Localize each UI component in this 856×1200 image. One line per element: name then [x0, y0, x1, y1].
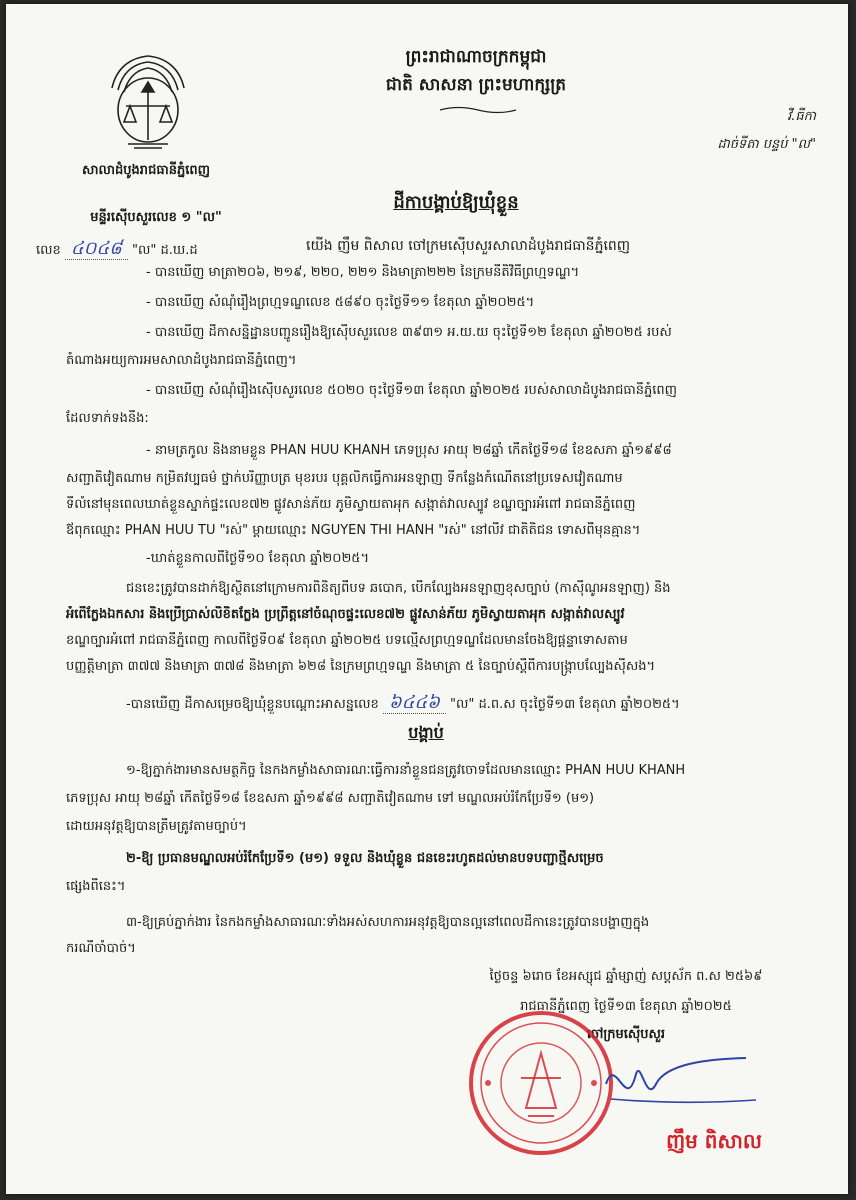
right-sublabel: ដាច់ទីតា បន្ទប់ "ល" [717, 137, 816, 152]
kingdom-motto: ជាតិ សាសនា ព្រះមហាក្សត្រ [385, 75, 567, 95]
motto-ornament [438, 100, 518, 110]
reference-label: លេខ [36, 243, 61, 258]
charge-line: អំពើក្លែងឯកសារ និងប្រើប្រាស់លិខិតក្លែង ប្រព្រឹត្តនៅចំណុចផ្ទះលេខ៧២ ផ្លូវសាន់ភ័យ ភូមិស្វាយតាអុក សង្កាត់វាលស្បូវ [66, 607, 625, 622]
court-emblem [98, 48, 198, 158]
person-line: ឪពុកឈ្មោះ PHAN HUU TU "រស់" ម្ដាយឈ្មោះ NGUYEN THI HANH "រស់" នៅលីវ ជាតិតិជន ទោសពីមុនគ្មាន។ [66, 523, 641, 538]
charge-line: ជនខេះត្រូវបានដាក់ឱ្យស្ថិតនៅក្រោមការពិនិត្យពីបទ ឆបោក, បើកល្បែងអនឡាញខុសច្បាប់ (កាស៊ីណូអនឡាញ) និង [126, 581, 671, 596]
decision-suffix: "ល" ដ.ព.ស ចុះថ្ងៃទី១៣ ខែតុលា ឆ្នាំ២០២៥។ [449, 697, 680, 712]
consideration-line: - បានឃើញ មាត្រា២០៦, ២១៩, ២២០, ២២១ និងមាត្រា២២២ នៃក្រមនីតិវិធីព្រហ្មទណ្ឌ។ [146, 265, 580, 280]
document-page [6, 4, 848, 1194]
order-heading: បង្គាប់ [408, 723, 444, 742]
office-label: មន្ទីរស៊ើបសួរលេខ ១ "ល" [90, 210, 222, 225]
order-line: ភេទប្រុស អាយុ ២៨ឆ្នាំ កើតថ្ងៃទី១៨ ខែឧសភា ឆ្នាំ១៩៩៨ សញ្ជាតិវៀតណាម ទៅ មណ្ឌលអប់រំកែប្រែទី១ (ម១) [66, 791, 595, 806]
signature [586, 1044, 766, 1124]
right-label: វី.ធីកា [787, 109, 816, 124]
decision-line [126, 694, 806, 714]
decision-number: ៦៤៤៦ [383, 694, 446, 714]
person-line: សញ្ជាតិវៀតណាម កម្រិតវប្បធម៌ ថ្នាក់បរិញ្ញាបត្រ មុខរបរ បុគ្គលិកធ្វើការអនឡាញ ទីកន្លែងកំណើតនៅប្រទេសវៀតណាម [66, 471, 623, 486]
order-line: ករណីចាំបាច់។ [66, 941, 136, 956]
consideration-line: - បានឃើញ ដីកាសន្និដ្ឋានបញ្ជូនរឿងឱ្យស៊ើបសួរលេខ ៣៩៣១ អ.យ.យ ចុះថ្ងៃទី១២ ខែតុលា ឆ្នាំ២០២៥ របស់ [146, 325, 672, 340]
intro-line: យើង ញឹម ពិសាល ចៅក្រមស៊ើបសួរសាលាដំបូងរាជធានីភ្នំពេញ [306, 238, 631, 254]
order-line: ២-ឱ្យ ប្រធានមណ្ឌលអប់រំកែប្រែទី១ (ម១) ទទួល និងឃុំខ្លួន ជនខេះរហូតដល់មានបទបញ្ជាថ្មីសម្រេច [126, 851, 604, 866]
consideration-line: តំណាងអយ្យការអមសាលាដំបូងរាជធានីភ្នំពេញ។ [66, 353, 297, 368]
solar-date: រាជធានីភ្នំពេញ ថ្ងៃទី១៣ ខែតុលា ឆ្នាំ២០២៥ [520, 999, 732, 1014]
consideration-line: - បានឃើញ សំណុំរឿងស៊ើបសួរលេខ ៥០២០ ចុះថ្ងៃទី១៣ ខែតុលា ឆ្នាំ២០២៥ របស់សាលាដំបូងរាជធានីភ្នំពេញ [146, 383, 678, 398]
reference-line [36, 236, 276, 263]
kingdom-title: ព្រះរាជាណាចក្រកម្ពុជា [405, 47, 547, 67]
consideration-line: ដែលទាក់ទងនឹង: [66, 411, 149, 426]
order-line: ៣-ឱ្យគ្រប់ភ្នាក់ងារ នៃកងកម្លាំងសាធារណៈទាំងអស់សហការអនុវត្តឱ្យបានល្អនៅពេលដីកានេះត្រូវបានបង្ហាញក្នុង [126, 915, 650, 930]
person-line: - នាមត្រកូល និងនាមខ្លួន PHAN HUU KHANH ភេទប្រុស អាយុ ២៨ឆ្នាំ កើតថ្ងៃទី១៨ ខែឧសភា ឆ្នាំ១៩៩៨ [146, 443, 672, 458]
reference-suffix: "ល" ដ.ឃ.ដ [132, 243, 198, 258]
lunar-date: ថ្ងៃចន្ទ ៦រោច ខែអស្សុជ ឆ្នាំម្សាញ់ សប្ដស័ក ព.ស ២៥៦៩ [489, 969, 763, 984]
order-line: ១-ឱ្យភ្នាក់ងារមានសមត្ថកិច្ច នៃកងកម្លាំងសាធារណៈធ្វើការនាំខ្លួនជនត្រូវចោទដែលមានឈ្មោះ PHAN HUU KHANH [126, 763, 686, 778]
person-line: -ឃាត់ខ្លួនកាលពីថ្ងៃទី១០ ខែតុលា ឆ្នាំ២០២៥។ [146, 551, 370, 566]
charge-line: បញ្ញត្តិមាត្រា ៣៧៧ និងមាត្រា ៣៧៨ និងមាត្រា ៦២៨ នៃក្រមព្រហ្មទណ្ឌ និងមាត្រា ៥ នៃច្បាប់ស្ដីពីការបង្ក្រាបល្បែងស៊ីសង។ [66, 659, 656, 674]
emblem-icon [98, 48, 198, 158]
order-line: ដោយអនុវត្តឱ្យបានត្រឹមត្រូវតាមច្បាប់។ [66, 819, 247, 834]
consideration-line: - បានឃើញ សំណុំរឿងព្រហ្មទណ្ឌលេខ ៥៨៩០ ចុះថ្ងៃទី១១ ខែតុលា ឆ្នាំ២០២៥។ [146, 295, 535, 310]
court-name: សាលាដំបូងរាជធានីភ្នំពេញ [82, 163, 210, 178]
decision-prefix: -បានឃើញ ដីកាសម្រេចឱ្យឃុំខ្លួនបណ្ដោះអាសន្នលេខ [126, 697, 379, 712]
order-line: ផ្សេងពីនេះ។ [66, 879, 126, 894]
reference-number: ៤០៤៨ [65, 238, 128, 260]
charge-line: ខណ្ឌច្បារអំពៅ រាជធានីភ្នំពេញ កាលពីថ្ងៃទី០៩ ខែតុលា ឆ្នាំ២០២៥ បទល្មើសព្រហ្មទណ្ឌដែលមានចែងឱ្យផ្ដន្ទាទោសតាម [66, 633, 628, 648]
document-title: ដីកាបង្គាប់ឱ្យឃុំខ្លួន [393, 192, 519, 213]
person-line: ទីលំនៅមុនពេលឃាត់ខ្លួនស្នាក់ផ្ទះលេខ៧២ ផ្លូវសាន់ភ័យ ភូមិស្វាយតាអុក សង្កាត់វាលស្បូវ ខណ្ឌច្បារអំពៅ រាជធានីភ្នំពេញ [66, 497, 636, 512]
signer-title: ចៅក្រមស៊ើបសួរ [586, 1027, 666, 1042]
signature-icon [586, 1044, 766, 1124]
signer-name: ញឹម ពិសាល [666, 1129, 762, 1153]
